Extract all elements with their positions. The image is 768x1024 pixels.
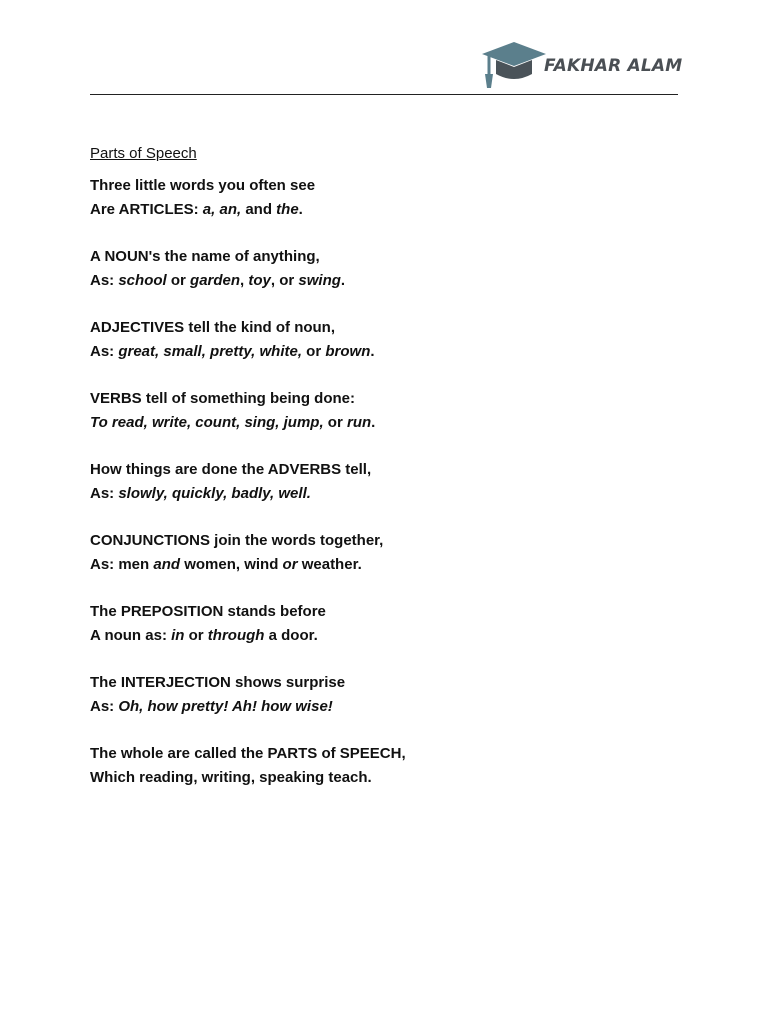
italic-text-run: To read, write, count, sing, jump, [90,414,324,431]
stanza [90,600,690,648]
text-run: and [241,201,277,218]
stanza [90,174,690,222]
text-run: . [371,414,376,431]
italic-text-run: the [276,201,299,218]
text-run: The INTERJECTION shows surprise [90,674,346,691]
text-run: As: [90,343,119,360]
italic-text-run: a, an, [202,201,242,218]
stanza-list [90,174,690,790]
stanza-line [90,529,690,553]
italic-text-run: through [207,627,265,644]
italic-text-run: slowly, quickly, badly, well. [118,485,311,502]
text-run: or [302,343,326,360]
italic-text-run: or [282,556,298,573]
poem-content [90,144,690,813]
stanza [90,458,690,506]
stanza-line [90,600,690,624]
text-run: . [340,272,346,289]
text-run: The whole are called the PARTS of SPEECH, [90,745,406,762]
stanza-line [90,624,690,648]
text-run: How things are done the ADVERBS tell, [90,461,372,478]
stanza-line [90,198,690,222]
stanza-line [90,340,690,364]
logo-text: FAKHAR ALAM [544,56,683,76]
text-run: women, wind [180,556,283,573]
stanza-line [90,387,690,411]
text-run: A NOUN's the name of anything, [90,248,320,265]
text-run: As: [90,485,119,502]
italic-text-run: Oh, how pretty! Ah! how wise! [118,698,333,715]
stanza-line [90,742,690,766]
stanza [90,671,690,719]
text-run: The PREPOSITION stands before [90,603,326,620]
text-run: , [240,272,249,289]
italic-text-run: great, small, pretty, white, [118,343,303,360]
text-run: Are ARTICLES: [90,201,203,218]
text-run: As: [90,698,119,715]
italic-text-run: swing [298,272,341,289]
text-run: Three little words you often see [90,177,316,194]
italic-text-run: run [346,414,372,431]
stanza-line [90,316,690,340]
text-run: CONJUNCTIONS join the words together, [90,532,384,549]
italic-text-run: garden [190,272,241,289]
italic-text-run: toy [248,272,271,289]
stanza [90,529,690,577]
stanza [90,387,690,435]
text-run: As: men [90,556,154,573]
text-run: Which reading, writing, speaking teach. [90,769,372,786]
text-run: VERBS tell of something being done: [90,390,356,407]
stanza-line [90,245,690,269]
header-divider [90,94,678,95]
stanza [90,316,690,364]
text-run: a door. [264,627,318,644]
stanza-line [90,482,690,506]
stanza-line [90,174,690,198]
italic-text-run: school [118,272,167,289]
stanza-line [90,411,690,435]
stanza-line [90,269,690,293]
stanza-line [90,553,690,577]
italic-text-run: in [171,627,185,644]
stanza-line [90,695,690,719]
header-logo [480,40,683,92]
text-run: . [298,201,303,218]
page-title: Parts of Speech [90,145,197,162]
stanza-line [90,671,690,695]
stanza [90,742,690,790]
stanza [90,245,690,293]
graduation-cap-icon [480,40,548,92]
text-run: . [370,343,375,360]
text-run: As: [90,272,119,289]
italic-text-run: brown [325,343,371,360]
text-run: or [166,272,191,289]
text-run: , or [270,272,299,289]
stanza-line [90,766,690,790]
text-run: weather. [297,556,362,573]
stanza-line [90,458,690,482]
text-run: ADJECTIVES tell the kind of noun, [90,319,336,336]
italic-text-run: and [153,556,181,573]
text-run: A noun as: [90,627,172,644]
text-run: or [184,627,208,644]
text-run: or [323,414,347,431]
